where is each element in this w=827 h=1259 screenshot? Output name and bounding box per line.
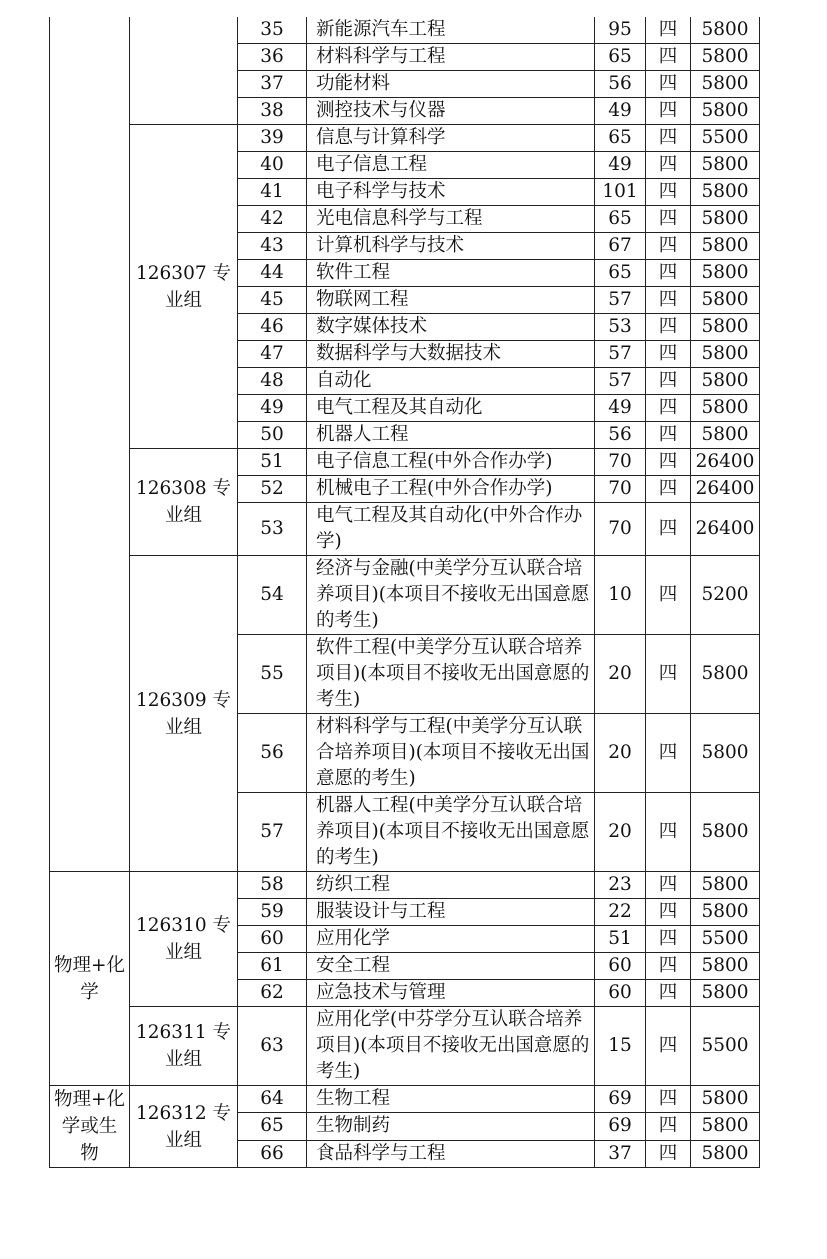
plan-count: 60 xyxy=(595,980,646,1007)
plan-count: 49 xyxy=(595,152,646,179)
plan-count: 22 xyxy=(595,899,646,926)
major-name: 应用化学 xyxy=(307,926,595,953)
tuition-fee: 5800 xyxy=(691,287,760,314)
tuition-fee: 5500 xyxy=(691,926,760,953)
major-name: 纺织工程 xyxy=(307,872,595,899)
major-name: 新能源汽车工程 xyxy=(307,17,595,44)
major-name: 自动化 xyxy=(307,368,595,395)
plan-count: 20 xyxy=(595,635,646,714)
table-row xyxy=(50,556,760,635)
study-years: 四 xyxy=(646,476,691,503)
sequence-number: 35 xyxy=(238,17,307,44)
plan-count: 10 xyxy=(595,556,646,635)
major-name: 信息与计算科学 xyxy=(307,125,595,152)
plan-count: 60 xyxy=(595,953,646,980)
major-name: 材料科学与工程(中美学分互认联合培养项目)(本项目不接收无出国意愿的考生) xyxy=(307,714,595,793)
study-years: 四 xyxy=(646,341,691,368)
plan-count: 70 xyxy=(595,476,646,503)
plan-count: 53 xyxy=(595,314,646,341)
major-name: 机器人工程(中美学分互认联合培养项目)(本项目不接收无出国意愿的考生) xyxy=(307,793,595,872)
sequence-number: 37 xyxy=(238,71,307,98)
tuition-fee: 5800 xyxy=(691,714,760,793)
admission-plan-table xyxy=(49,17,760,1168)
tuition-fee: 5200 xyxy=(691,556,760,635)
tuition-fee: 5500 xyxy=(691,125,760,152)
major-name: 数据科学与大数据技术 xyxy=(307,341,595,368)
major-name: 机械电子工程(中外合作办学) xyxy=(307,476,595,503)
study-years: 四 xyxy=(646,953,691,980)
major-name: 电子信息工程(中外合作办学) xyxy=(307,449,595,476)
major-name: 软件工程 xyxy=(307,260,595,287)
tuition-fee: 5800 xyxy=(691,206,760,233)
sequence-number: 55 xyxy=(238,635,307,714)
table-row xyxy=(50,1086,760,1113)
plan-count: 20 xyxy=(595,793,646,872)
tuition-fee: 5500 xyxy=(691,1007,760,1086)
major-name: 应用化学(中芬学分互认联合培养项目)(本项目不接收无出国意愿的考生) xyxy=(307,1007,595,1086)
major-group-cell: 126307 专业组 xyxy=(130,125,238,449)
tuition-fee: 5800 xyxy=(691,368,760,395)
sequence-number: 65 xyxy=(238,1113,307,1140)
plan-count: 70 xyxy=(595,503,646,556)
major-name: 安全工程 xyxy=(307,953,595,980)
sequence-number: 64 xyxy=(238,1086,307,1113)
plan-count: 23 xyxy=(595,872,646,899)
sequence-number: 36 xyxy=(238,44,307,71)
study-years: 四 xyxy=(646,503,691,556)
major-name: 软件工程(中美学分互认联合培养项目)(本项目不接收无出国意愿的考生) xyxy=(307,635,595,714)
major-name: 经济与金融(中美学分互认联合培养项目)(本项目不接收无出国意愿的考生) xyxy=(307,556,595,635)
table-row xyxy=(50,872,760,899)
tuition-fee: 26400 xyxy=(691,449,760,476)
study-years: 四 xyxy=(646,1140,691,1167)
tuition-fee: 5800 xyxy=(691,71,760,98)
sequence-number: 63 xyxy=(238,1007,307,1086)
study-years: 四 xyxy=(646,872,691,899)
plan-count: 49 xyxy=(595,395,646,422)
sequence-number: 42 xyxy=(238,206,307,233)
sequence-number: 66 xyxy=(238,1140,307,1167)
major-group-cell: 126312 专业组 xyxy=(130,1086,238,1168)
table-row xyxy=(50,125,760,152)
plan-count: 15 xyxy=(595,1007,646,1086)
tuition-fee: 5800 xyxy=(691,152,760,179)
tuition-fee: 5800 xyxy=(691,1113,760,1140)
sequence-number: 62 xyxy=(238,980,307,1007)
major-name: 服装设计与工程 xyxy=(307,899,595,926)
study-years: 四 xyxy=(646,714,691,793)
plan-count: 37 xyxy=(595,1140,646,1167)
sequence-number: 49 xyxy=(238,395,307,422)
study-years: 四 xyxy=(646,17,691,44)
sequence-number: 53 xyxy=(238,503,307,556)
study-years: 四 xyxy=(646,556,691,635)
sequence-number: 50 xyxy=(238,422,307,449)
sequence-number: 58 xyxy=(238,872,307,899)
major-name: 功能材料 xyxy=(307,71,595,98)
major-name: 生物工程 xyxy=(307,1086,595,1113)
plan-count: 69 xyxy=(595,1113,646,1140)
study-years: 四 xyxy=(646,395,691,422)
sequence-number: 41 xyxy=(238,179,307,206)
sequence-number: 38 xyxy=(238,98,307,125)
major-name: 光电信息科学与工程 xyxy=(307,206,595,233)
plan-count: 65 xyxy=(595,125,646,152)
study-years: 四 xyxy=(646,233,691,260)
tuition-fee: 5800 xyxy=(691,872,760,899)
tuition-fee: 5800 xyxy=(691,422,760,449)
plan-count: 56 xyxy=(595,422,646,449)
plan-count: 67 xyxy=(595,233,646,260)
sequence-number: 48 xyxy=(238,368,307,395)
study-years: 四 xyxy=(646,152,691,179)
tuition-fee: 5800 xyxy=(691,44,760,71)
major-group-cell: 126309 专业组 xyxy=(130,556,238,872)
study-years: 四 xyxy=(646,926,691,953)
major-name: 测控技术与仪器 xyxy=(307,98,595,125)
tuition-fee: 5800 xyxy=(691,793,760,872)
study-years: 四 xyxy=(646,1113,691,1140)
major-group-cell: 126310 专业组 xyxy=(130,872,238,1007)
plan-count: 65 xyxy=(595,206,646,233)
plan-count: 57 xyxy=(595,287,646,314)
study-years: 四 xyxy=(646,449,691,476)
tuition-fee: 26400 xyxy=(691,503,760,556)
tuition-fee: 5800 xyxy=(691,260,760,287)
table-row xyxy=(50,449,760,476)
tuition-fee: 5800 xyxy=(691,953,760,980)
major-name: 电子科学与技术 xyxy=(307,179,595,206)
tuition-fee: 5800 xyxy=(691,314,760,341)
study-years: 四 xyxy=(646,125,691,152)
major-name: 电气工程及其自动化(中外合作办学) xyxy=(307,503,595,556)
sequence-number: 46 xyxy=(238,314,307,341)
major-name: 机器人工程 xyxy=(307,422,595,449)
tuition-fee: 5800 xyxy=(691,341,760,368)
major-group-cell: 126308 专业组 xyxy=(130,449,238,556)
study-years: 四 xyxy=(646,287,691,314)
major-name: 生物制药 xyxy=(307,1113,595,1140)
tuition-fee: 5800 xyxy=(691,17,760,44)
study-years: 四 xyxy=(646,899,691,926)
major-name: 电气工程及其自动化 xyxy=(307,395,595,422)
sequence-number: 51 xyxy=(238,449,307,476)
major-name: 数字媒体技术 xyxy=(307,314,595,341)
plan-count: 65 xyxy=(595,260,646,287)
sequence-number: 44 xyxy=(238,260,307,287)
plan-count: 56 xyxy=(595,71,646,98)
tuition-fee: 5800 xyxy=(691,635,760,714)
major-name: 食品科学与工程 xyxy=(307,1140,595,1167)
major-group-cell: 126311 专业组 xyxy=(130,1007,238,1086)
major-name: 电子信息工程 xyxy=(307,152,595,179)
subject-requirement-cell: 物理+化学 xyxy=(50,872,130,1086)
study-years: 四 xyxy=(646,179,691,206)
sequence-number: 56 xyxy=(238,714,307,793)
study-years: 四 xyxy=(646,635,691,714)
sequence-number: 52 xyxy=(238,476,307,503)
study-years: 四 xyxy=(646,1007,691,1086)
tuition-fee: 26400 xyxy=(691,476,760,503)
subject-requirement-cell xyxy=(50,17,130,872)
study-years: 四 xyxy=(646,71,691,98)
plan-count: 70 xyxy=(595,449,646,476)
plan-count: 95 xyxy=(595,17,646,44)
tuition-fee: 5800 xyxy=(691,179,760,206)
tuition-fee: 5800 xyxy=(691,980,760,1007)
table-row xyxy=(50,17,760,44)
major-name: 计算机科学与技术 xyxy=(307,233,595,260)
major-name: 物联网工程 xyxy=(307,287,595,314)
study-years: 四 xyxy=(646,44,691,71)
sequence-number: 54 xyxy=(238,556,307,635)
plan-count: 51 xyxy=(595,926,646,953)
study-years: 四 xyxy=(646,1086,691,1113)
study-years: 四 xyxy=(646,260,691,287)
sequence-number: 61 xyxy=(238,953,307,980)
study-years: 四 xyxy=(646,98,691,125)
major-name: 应急技术与管理 xyxy=(307,980,595,1007)
tuition-fee: 5800 xyxy=(691,1086,760,1113)
sequence-number: 47 xyxy=(238,341,307,368)
sequence-number: 40 xyxy=(238,152,307,179)
plan-count: 65 xyxy=(595,44,646,71)
tuition-fee: 5800 xyxy=(691,98,760,125)
study-years: 四 xyxy=(646,206,691,233)
study-years: 四 xyxy=(646,793,691,872)
tuition-fee: 5800 xyxy=(691,233,760,260)
table-row xyxy=(50,1007,760,1086)
plan-count: 101 xyxy=(595,179,646,206)
sequence-number: 45 xyxy=(238,287,307,314)
plan-count: 20 xyxy=(595,714,646,793)
plan-count: 57 xyxy=(595,368,646,395)
plan-count: 49 xyxy=(595,98,646,125)
plan-count: 57 xyxy=(595,341,646,368)
major-group-cell xyxy=(130,17,238,125)
sequence-number: 57 xyxy=(238,793,307,872)
tuition-fee: 5800 xyxy=(691,395,760,422)
study-years: 四 xyxy=(646,422,691,449)
study-years: 四 xyxy=(646,980,691,1007)
tuition-fee: 5800 xyxy=(691,899,760,926)
tuition-fee: 5800 xyxy=(691,1140,760,1167)
subject-requirement-cell: 物理+化学或生物 xyxy=(50,1086,130,1168)
study-years: 四 xyxy=(646,368,691,395)
sequence-number: 60 xyxy=(238,926,307,953)
plan-count: 69 xyxy=(595,1086,646,1113)
study-years: 四 xyxy=(646,314,691,341)
sequence-number: 43 xyxy=(238,233,307,260)
sequence-number: 59 xyxy=(238,899,307,926)
major-name: 材料科学与工程 xyxy=(307,44,595,71)
sequence-number: 39 xyxy=(238,125,307,152)
